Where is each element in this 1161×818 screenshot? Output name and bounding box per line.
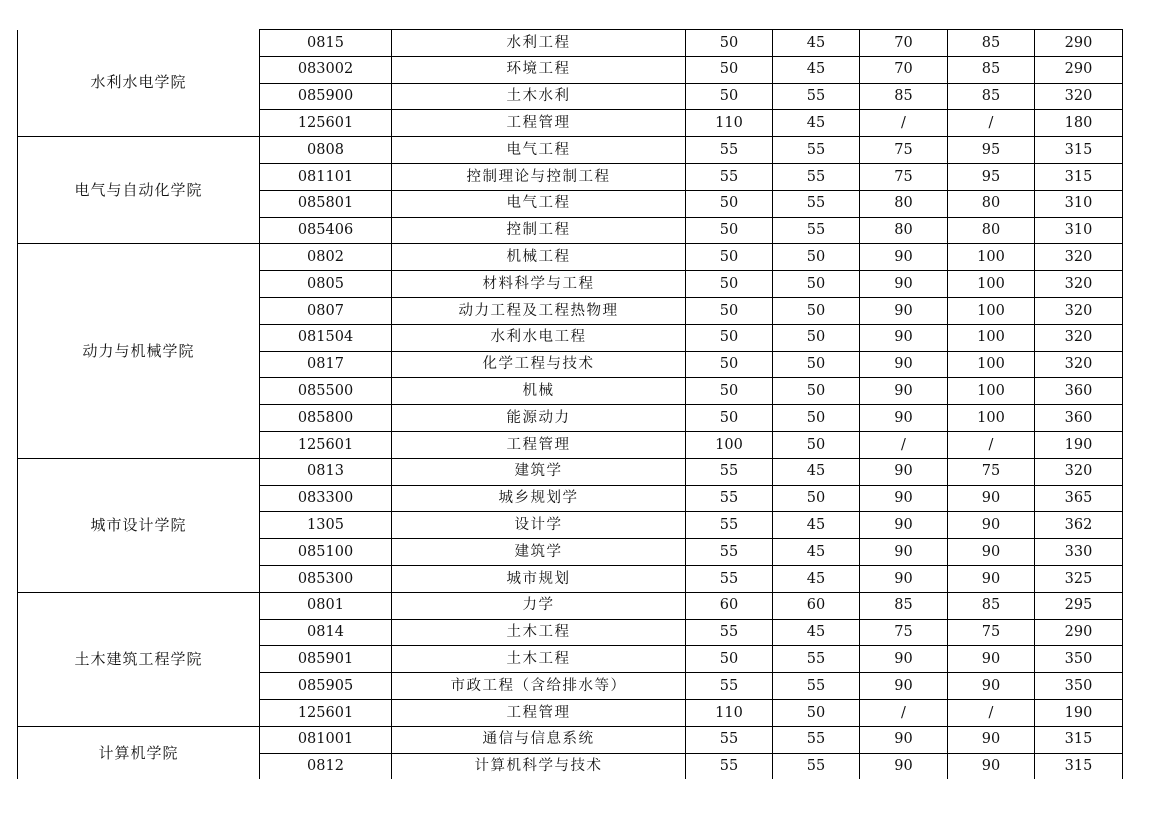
politics-score: 50 — [686, 271, 773, 298]
subject-two-score: / — [948, 699, 1035, 726]
table-row — [18, 244, 1123, 271]
major-name: 控制工程 — [392, 217, 686, 244]
subject-two-score: 90 — [948, 485, 1035, 512]
total-score: 290 — [1035, 30, 1123, 57]
subject-one-score: 90 — [860, 512, 948, 539]
major-name: 机械工程 — [392, 244, 686, 271]
politics-score: 110 — [686, 699, 773, 726]
total-score: 362 — [1035, 512, 1123, 539]
total-score: 310 — [1035, 217, 1123, 244]
subject-two-score: / — [948, 110, 1035, 137]
subject-two-score: 90 — [948, 646, 1035, 673]
major-code: 085500 — [260, 378, 392, 405]
major-name: 设计学 — [392, 512, 686, 539]
total-score: 320 — [1035, 458, 1123, 485]
politics-score: 55 — [686, 565, 773, 592]
score-line-table — [17, 29, 1123, 779]
subject-one-score: 90 — [860, 378, 948, 405]
major-name: 控制理论与控制工程 — [392, 163, 686, 190]
foreign-language-score: 55 — [773, 726, 860, 753]
foreign-language-score: 50 — [773, 244, 860, 271]
total-score: 360 — [1035, 405, 1123, 432]
foreign-language-score: 50 — [773, 431, 860, 458]
foreign-language-score: 55 — [773, 137, 860, 164]
major-code: 085406 — [260, 217, 392, 244]
subject-two-score: 100 — [948, 297, 1035, 324]
foreign-language-score: 60 — [773, 592, 860, 619]
major-name: 力学 — [392, 592, 686, 619]
politics-score: 50 — [686, 378, 773, 405]
major-code: 125601 — [260, 699, 392, 726]
total-score: 310 — [1035, 190, 1123, 217]
foreign-language-score: 50 — [773, 485, 860, 512]
foreign-language-score: 50 — [773, 405, 860, 432]
subject-one-score: 90 — [860, 458, 948, 485]
foreign-language-score: 55 — [773, 753, 860, 779]
major-code: 0815 — [260, 30, 392, 57]
subject-one-score: 90 — [860, 753, 948, 779]
subject-two-score: 90 — [948, 565, 1035, 592]
politics-score: 50 — [686, 646, 773, 673]
politics-score: 50 — [686, 244, 773, 271]
total-score: 320 — [1035, 83, 1123, 110]
subject-two-score: 75 — [948, 458, 1035, 485]
politics-score: 55 — [686, 485, 773, 512]
subject-two-score: 100 — [948, 378, 1035, 405]
subject-two-score: 75 — [948, 619, 1035, 646]
subject-one-score: 90 — [860, 405, 948, 432]
subject-two-score: 90 — [948, 753, 1035, 779]
major-code: 0813 — [260, 458, 392, 485]
subject-two-score: 90 — [948, 673, 1035, 700]
foreign-language-score: 50 — [773, 271, 860, 298]
college-name: 动力与机械学院 — [18, 244, 260, 458]
subject-two-score: 85 — [948, 56, 1035, 83]
major-name: 电气工程 — [392, 137, 686, 164]
foreign-language-score: 55 — [773, 673, 860, 700]
college-name: 水利水电学院 — [18, 30, 260, 137]
table-row — [18, 726, 1123, 753]
politics-score: 55 — [686, 539, 773, 566]
major-code: 085900 — [260, 83, 392, 110]
subject-one-score: 70 — [860, 56, 948, 83]
major-name: 材料科学与工程 — [392, 271, 686, 298]
table-row — [18, 458, 1123, 485]
politics-score: 55 — [686, 619, 773, 646]
major-name: 工程管理 — [392, 431, 686, 458]
foreign-language-score: 45 — [773, 619, 860, 646]
major-name: 通信与信息系统 — [392, 726, 686, 753]
foreign-language-score: 50 — [773, 699, 860, 726]
politics-score: 55 — [686, 512, 773, 539]
major-name: 计算机科学与技术 — [392, 753, 686, 779]
major-code: 085801 — [260, 190, 392, 217]
major-code: 085300 — [260, 565, 392, 592]
subject-one-score: 90 — [860, 271, 948, 298]
subject-two-score: 85 — [948, 592, 1035, 619]
subject-two-score: 85 — [948, 30, 1035, 57]
total-score: 350 — [1035, 646, 1123, 673]
major-code: 0808 — [260, 137, 392, 164]
major-code: 085800 — [260, 405, 392, 432]
politics-score: 60 — [686, 592, 773, 619]
major-name: 土木水利 — [392, 83, 686, 110]
subject-one-score: 90 — [860, 646, 948, 673]
table-row — [18, 592, 1123, 619]
foreign-language-score: 50 — [773, 324, 860, 351]
major-code: 0814 — [260, 619, 392, 646]
politics-score: 50 — [686, 190, 773, 217]
subject-one-score: 80 — [860, 190, 948, 217]
major-name: 环境工程 — [392, 56, 686, 83]
total-score: 290 — [1035, 619, 1123, 646]
politics-score: 50 — [686, 217, 773, 244]
foreign-language-score: 55 — [773, 646, 860, 673]
politics-score: 55 — [686, 137, 773, 164]
politics-score: 50 — [686, 30, 773, 57]
total-score: 320 — [1035, 351, 1123, 378]
major-code: 0807 — [260, 297, 392, 324]
subject-one-score: 90 — [860, 565, 948, 592]
foreign-language-score: 45 — [773, 458, 860, 485]
major-code: 083300 — [260, 485, 392, 512]
politics-score: 50 — [686, 297, 773, 324]
politics-score: 50 — [686, 324, 773, 351]
total-score: 180 — [1035, 110, 1123, 137]
total-score: 365 — [1035, 485, 1123, 512]
major-name: 城乡规划学 — [392, 485, 686, 512]
subject-one-score: 85 — [860, 83, 948, 110]
subject-one-score: 75 — [860, 137, 948, 164]
politics-score: 55 — [686, 163, 773, 190]
subject-one-score: 90 — [860, 539, 948, 566]
major-name: 机械 — [392, 378, 686, 405]
total-score: 360 — [1035, 378, 1123, 405]
major-code: 125601 — [260, 110, 392, 137]
total-score: 330 — [1035, 539, 1123, 566]
politics-score: 55 — [686, 458, 773, 485]
politics-score: 100 — [686, 431, 773, 458]
major-name: 工程管理 — [392, 699, 686, 726]
total-score: 315 — [1035, 753, 1123, 779]
foreign-language-score: 50 — [773, 378, 860, 405]
subject-two-score: 100 — [948, 271, 1035, 298]
foreign-language-score: 55 — [773, 217, 860, 244]
major-code: 085100 — [260, 539, 392, 566]
subject-two-score: 100 — [948, 324, 1035, 351]
major-name: 市政工程（含给排水等） — [392, 673, 686, 700]
subject-two-score: 100 — [948, 244, 1035, 271]
major-code: 1305 — [260, 512, 392, 539]
major-name: 建筑学 — [392, 539, 686, 566]
total-score: 325 — [1035, 565, 1123, 592]
foreign-language-score: 45 — [773, 565, 860, 592]
politics-score: 110 — [686, 110, 773, 137]
total-score: 320 — [1035, 324, 1123, 351]
subject-one-score: 70 — [860, 30, 948, 57]
table-body — [18, 30, 1123, 780]
politics-score: 55 — [686, 726, 773, 753]
subject-two-score: 80 — [948, 190, 1035, 217]
subject-two-score: 90 — [948, 539, 1035, 566]
major-name: 工程管理 — [392, 110, 686, 137]
total-score: 315 — [1035, 163, 1123, 190]
politics-score: 50 — [686, 351, 773, 378]
total-score: 190 — [1035, 699, 1123, 726]
college-name: 土木建筑工程学院 — [18, 592, 260, 726]
total-score: 320 — [1035, 244, 1123, 271]
major-name: 城市规划 — [392, 565, 686, 592]
politics-score: 50 — [686, 405, 773, 432]
major-code: 085901 — [260, 646, 392, 673]
major-code: 125601 — [260, 431, 392, 458]
subject-one-score: 80 — [860, 217, 948, 244]
major-code: 0817 — [260, 351, 392, 378]
subject-one-score: 85 — [860, 592, 948, 619]
major-code: 0805 — [260, 271, 392, 298]
college-name: 电气与自动化学院 — [18, 137, 260, 244]
subject-one-score: 90 — [860, 324, 948, 351]
foreign-language-score: 45 — [773, 30, 860, 57]
subject-two-score: 80 — [948, 217, 1035, 244]
total-score: 290 — [1035, 56, 1123, 83]
subject-one-score: 90 — [860, 673, 948, 700]
major-name: 电气工程 — [392, 190, 686, 217]
subject-two-score: 90 — [948, 726, 1035, 753]
foreign-language-score: 45 — [773, 110, 860, 137]
politics-score: 50 — [686, 56, 773, 83]
total-score: 315 — [1035, 726, 1123, 753]
subject-two-score: 85 — [948, 83, 1035, 110]
foreign-language-score: 50 — [773, 297, 860, 324]
subject-one-score: / — [860, 110, 948, 137]
major-code: 083002 — [260, 56, 392, 83]
major-code: 0802 — [260, 244, 392, 271]
foreign-language-score: 45 — [773, 56, 860, 83]
table-row — [18, 137, 1123, 164]
foreign-language-score: 45 — [773, 539, 860, 566]
total-score: 320 — [1035, 297, 1123, 324]
total-score: 315 — [1035, 137, 1123, 164]
subject-two-score: 90 — [948, 512, 1035, 539]
foreign-language-score: 50 — [773, 351, 860, 378]
major-code: 085905 — [260, 673, 392, 700]
major-name: 建筑学 — [392, 458, 686, 485]
total-score: 320 — [1035, 271, 1123, 298]
major-name: 土木工程 — [392, 619, 686, 646]
major-name: 水利水电工程 — [392, 324, 686, 351]
major-name: 动力工程及工程热物理 — [392, 297, 686, 324]
foreign-language-score: 45 — [773, 512, 860, 539]
college-name: 城市设计学院 — [18, 458, 260, 592]
subject-one-score: 90 — [860, 351, 948, 378]
politics-score: 55 — [686, 753, 773, 779]
foreign-language-score: 55 — [773, 190, 860, 217]
subject-one-score: 90 — [860, 726, 948, 753]
major-code: 0801 — [260, 592, 392, 619]
major-name: 水利工程 — [392, 30, 686, 57]
major-code: 081101 — [260, 163, 392, 190]
major-name: 能源动力 — [392, 405, 686, 432]
politics-score: 55 — [686, 673, 773, 700]
subject-one-score: 75 — [860, 163, 948, 190]
major-name: 土木工程 — [392, 646, 686, 673]
subject-two-score: 95 — [948, 163, 1035, 190]
politics-score: 50 — [686, 83, 773, 110]
foreign-language-score: 55 — [773, 83, 860, 110]
total-score: 190 — [1035, 431, 1123, 458]
major-name: 化学工程与技术 — [392, 351, 686, 378]
college-name: 计算机学院 — [18, 726, 260, 779]
foreign-language-score: 55 — [773, 163, 860, 190]
table-row — [18, 30, 1123, 57]
subject-one-score: 90 — [860, 485, 948, 512]
major-code: 0812 — [260, 753, 392, 779]
total-score: 295 — [1035, 592, 1123, 619]
subject-two-score: 100 — [948, 405, 1035, 432]
major-code: 081504 — [260, 324, 392, 351]
subject-one-score: / — [860, 431, 948, 458]
subject-two-score: / — [948, 431, 1035, 458]
subject-one-score: 75 — [860, 619, 948, 646]
subject-one-score: 90 — [860, 297, 948, 324]
subject-one-score: / — [860, 699, 948, 726]
subject-two-score: 95 — [948, 137, 1035, 164]
total-score: 350 — [1035, 673, 1123, 700]
major-code: 081001 — [260, 726, 392, 753]
subject-one-score: 90 — [860, 244, 948, 271]
subject-two-score: 100 — [948, 351, 1035, 378]
